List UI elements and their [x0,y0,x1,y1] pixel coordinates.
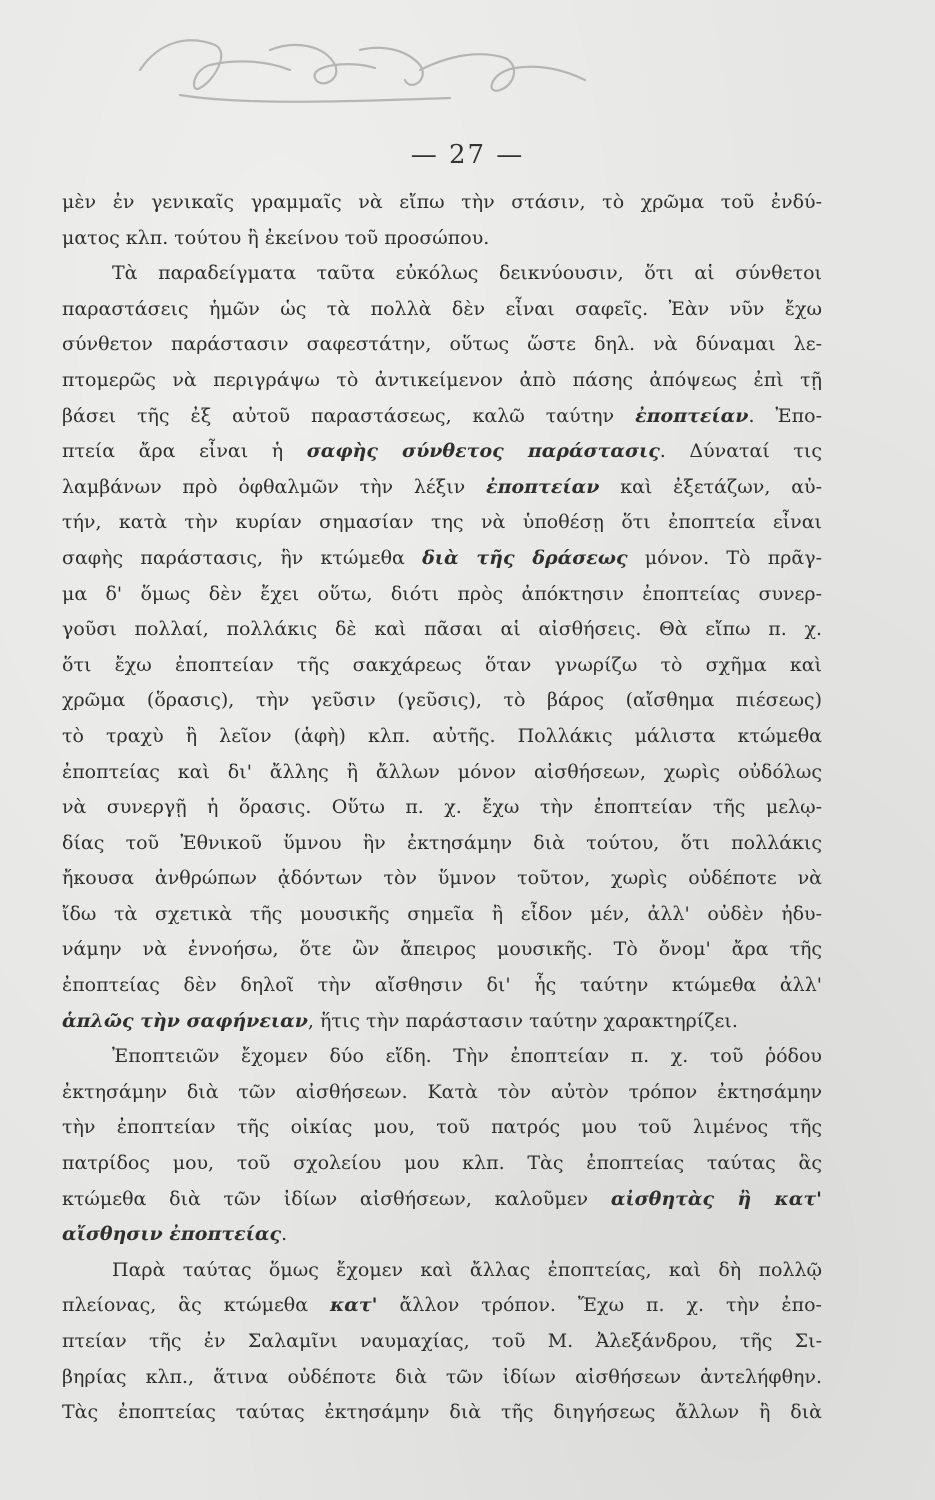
text-segment: πτεία ἄρα εἶναι ἡ [62,440,307,463]
text-line [62,1360,822,1396]
text-segment: νὰ συνεργῇ ἡ ὅρασις. Οὕτω π. χ. ἔχω τὴν ἐποπτείαν τῆς μελῳ- [62,796,822,819]
page-number: — 27 — [410,140,525,170]
text-segment: πτομερῶς νὰ περιγράψω τὸ ἀντικείμενον ἀπὸ πάσης ἀπόψεως ἐπὶ τῇ [62,368,822,391]
emphasized-term: σαφὴς σύνθετος παράστασις [306,440,660,463]
text-segment: λαμβάνων πρὸ ὀφθαλμῶν τὴν λέξιν [62,475,487,498]
text-line [62,363,822,399]
text-line [62,1146,822,1182]
text-line [62,256,822,292]
text-line [62,648,822,684]
text-segment: μόνον. Τὸ πρᾶγ- [627,546,822,569]
text-segment: τὴν ἐποπτείαν τῆς οἰκίας μου, τοῦ πατρός μου τοῦ λιμένος τῆς [62,1116,822,1139]
text-line [62,541,822,577]
text-segment: ἴδω τὰ σχετικὰ τῆς μουσικῆς σημεῖα ἢ εἶδον μέν, ἀλλ' οὐδὲν ἠδυ- [62,902,822,925]
text-segment: Παρὰ ταύτας ὅμως ἔχομεν καὶ ἄλλας ἐποπτείας, καὶ δὴ πολλῷ [112,1258,822,1281]
text-segment: τήν, κατὰ τὴν κυρίαν σημασίαν της νὰ ὑποθέσῃ ὅτι ἐποπτεία εἶναι [62,511,822,534]
emphasized-term: ἐποπτείαν [635,404,749,427]
emphasized-term: ἐποπτείαν [486,475,600,498]
text-segment: τὸ τραχὺ ἢ λεῖον (ἁφὴ) κλπ. αὐτῆς. Πολλάκις μάλιστα κτώμεθα [62,724,822,747]
text-segment: σύνθετον παράστασιν σαφεστάτην, οὕτως ὥστε δηλ. νὰ δύναμαι λε- [62,333,822,356]
emphasized-term: κατ' [330,1294,378,1317]
text-line [62,826,822,862]
emphasized-term: αἴσθησιν ἐποπτείας [62,1223,282,1246]
text-segment: . [281,1223,288,1246]
text-segment: γοῦσι πολλαί, πολλάκις δὲ καὶ πᾶσαι αἱ αἰσθήσεις. Θὰ εἴπω π. χ. [62,618,822,641]
text-segment: πτείαν τῆς ἐν Σαλαμῖνι ναυμαχίας, τοῦ Μ. Ἀλεξάνδρου, τῆς Σι- [62,1330,822,1352]
text-line [62,399,822,435]
text-line [62,1075,822,1111]
text-line [62,1253,822,1289]
handwritten-signature [120,10,600,120]
text-segment: μα δ' ὅμως δὲν ἔχει οὕτω, διότι πρὸς ἀπόκτησιν ἐποπτείας συνερ- [62,582,822,605]
text-segment: Τὰ παραδείγματα ταῦτα εὐκόλως δεικνύουσιν, ὅτι αἱ σύνθετοι [112,262,822,285]
text-segment: . Δύναταί τις [659,440,822,463]
text-line [62,505,822,541]
text-line [62,897,822,933]
text-line [62,719,822,755]
text-line [62,612,822,648]
text-line [62,968,822,1004]
text-segment: καὶ ἐξετάζων, αὐ- [599,475,822,498]
text-line [62,1182,822,1218]
text-segment: ἐκτησάμην διὰ τῶν αἰσθήσεων. Κατὰ τὸν αὐτὸν τρόπον ἐκτησάμην [62,1080,822,1103]
text-segment: κτώμεθα διὰ τῶν ἰδίων αἰσθήσεων, καλοῦμεν [62,1187,611,1210]
text-segment: . Ἐπο- [748,404,822,427]
text-segment: ἄλλον τρόπον. Ἔχω π. χ. τὴν ἐπο- [377,1294,822,1317]
text-segment: παραστάσεις ἡμῶν ὡς τὰ πολλὰ δὲν εἶναι σαφεῖς. Ἐὰν νῦν ἔχω [62,297,822,320]
text-segment: ματος κλπ. τούτου ἢ ἐκείνου τοῦ προσώπου. [62,226,490,249]
text-line [62,790,822,826]
text-line [62,1110,822,1146]
text-line [62,683,822,719]
text-segment: ὅτι ἔχω ἐποπτείαν τῆς σακχάρεως ὅταν γνωρίζω τὸ σχῆμα καὶ [62,653,822,676]
text-segment: πατρίδος μου, τοῦ σχολείου μου κλπ. Τὰς ἐποπτείας ταύτας ἃς [62,1152,822,1175]
text-line [62,470,822,506]
text-line [62,1004,822,1040]
text-line [62,932,822,968]
text-segment: χρῶμα (ὅρασις), τὴν γεῦσιν (γεῦσις), τὸ βάρος (αἴσθημα πιέσεως) [62,689,822,712]
text-line [62,434,822,470]
text-line [62,1039,822,1075]
text-line [62,755,822,791]
emphasized-term: ἁπλῶς τὴν σαφήνειαν [62,1009,308,1032]
text-line [62,292,822,328]
text-line [62,327,822,363]
text-segment: πλείονας, ἃς κτώμεθα [62,1294,331,1317]
text-segment: νάμην νὰ ἐννοήσω, ὅτε ὢν ἄπειρος μουσικῆς. Τὸ ὄνομ' ἄρα τῆς [62,938,822,961]
text-segment: βάσει τῆς ἐξ αὐτοῦ παραστάσεως, καλῶ ταύτην [62,404,636,427]
text-segment: δίας τοῦ Ἐθνικοῦ ὕμνου ἣν ἐκτησάμην διὰ τούτου, ὅτι πολλάκις [62,831,822,854]
emphasized-term: αἰσθητὰς ἢ κατ' [610,1187,822,1210]
body-text [62,185,822,1431]
text-line [62,1395,822,1431]
text-segment: ἐποπτείας καὶ δι' ἄλλης ἢ ἄλλων μόνον αἰσθήσεων, χωρὶς οὐδόλως [62,760,822,783]
text-segment: ἐποπτείας δὲν δηλοῖ τὴν αἴσθησιν δι' ἧς ταύτην κτώμεθα ἀλλ' [62,974,822,997]
text-segment: ἤκουσα ἀνθρώπων ᾀδόντων τὸν ὕμνον τοῦτον, χωρὶς οὐδέποτε νὰ [62,867,822,890]
text-line [62,577,822,613]
emphasized-term: διὰ τῆς δράσεως [422,546,628,569]
text-line [62,221,822,257]
text-segment: Τὰς ἐποπτείας ταύτας ἐκτησάμην διὰ τῆς διηγήσεως ἄλλων ἢ διὰ [62,1401,822,1424]
text-segment: βηρίας κλπ., ἅτινα οὐδέποτε διὰ τῶν ἰδίων αἰσθήσεων ἀντελήφθην. [62,1365,822,1388]
text-line [62,861,822,897]
text-line [62,1288,822,1324]
text-line [62,1324,822,1360]
text-segment: σαφὴς παράστασις, ἣν κτώμεθα [62,546,423,569]
text-segment: μὲν ἐν γενικαῖς γραμμαῖς νὰ εἴπω τὴν στάσιν, τὸ χρῶμα τοῦ ἐνδύ- [62,191,822,213]
text-line [62,185,822,221]
text-segment: , ἥτις τὴν παράστασιν ταύτην χαρακτηρίζει. [307,1009,738,1032]
text-line [62,1217,822,1253]
text-segment: Ἐποπτειῶν ἔχομεν δύο εἴδη. Τὴν ἐποπτείαν π. χ. τοῦ ῥόδου [112,1045,822,1068]
